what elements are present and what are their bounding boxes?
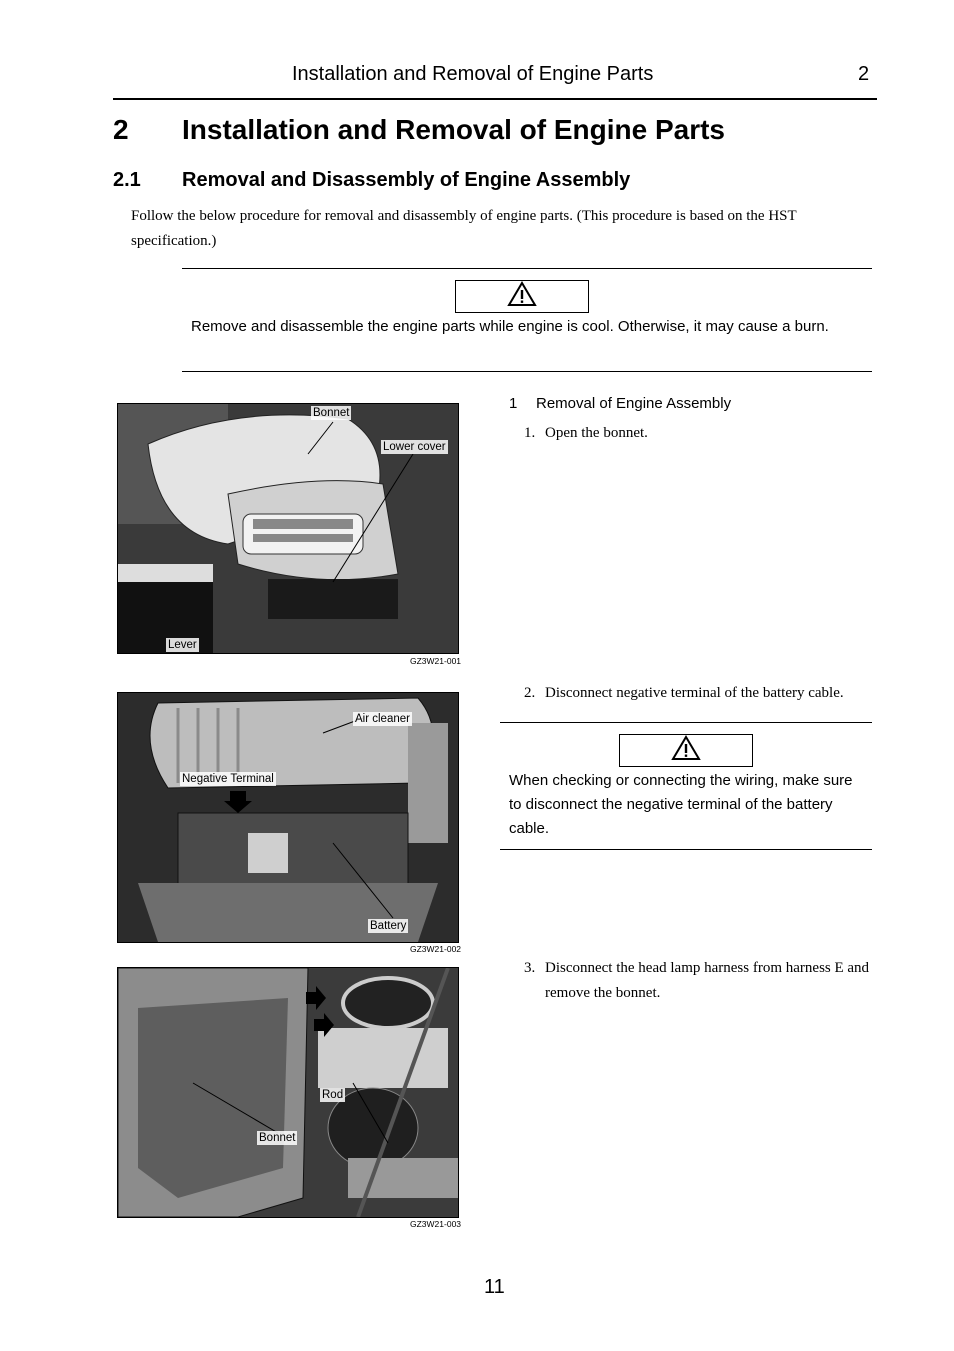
warning-text: When checking or connecting the wiring, make sure to disconnect the negative terminal of the battery cable.	[509, 772, 853, 837]
step-text: Disconnect negative terminal of the battery cable.	[545, 685, 844, 701]
chapter-title: Installation and Removal of Engine Parts	[182, 114, 725, 145]
warning-triangle-icon	[671, 735, 701, 766]
warning-top-rule	[182, 268, 872, 269]
chapter-number: 2	[113, 114, 129, 145]
figure-label-lever: Lever	[168, 639, 197, 651]
figure-head-lamp-harness-photo	[117, 967, 459, 1218]
step-number: 2.	[524, 685, 536, 701]
figure-label-bonnet: Bonnet	[313, 407, 350, 419]
step-number: 3.	[524, 960, 536, 976]
subsection-number: 1	[509, 395, 518, 412]
page-number: 11	[484, 1276, 505, 1298]
warning-top-rule	[500, 722, 872, 723]
step-text: Open the bonnet.	[545, 425, 648, 441]
header-divider	[113, 98, 877, 100]
figure-label-lower-cover: Lower cover	[383, 441, 446, 453]
figure-label-rod: Rod	[322, 1089, 344, 1101]
warning-bottom-rule	[500, 849, 872, 850]
intro-paragraph: Follow the below procedure for removal and disassembly of engine parts. (This procedure is based on the HST specification.)	[131, 208, 797, 249]
figure-code: GZ3W21-003	[410, 1219, 462, 1229]
figure-code: GZ3W21-001	[410, 656, 462, 666]
warning-label-box	[619, 734, 753, 767]
warning-triangle-icon	[507, 281, 537, 312]
figure-label-negative-terminal: Negative Terminal	[182, 773, 274, 785]
section-title: Removal and Disassembly of Engine Assembly	[182, 169, 631, 191]
step-number: 1.	[524, 425, 536, 441]
running-header-title: Installation and Removal of Engine Parts	[292, 63, 654, 85]
figure-code: GZ3W21-002	[410, 944, 462, 954]
figure-bonnet-photo	[117, 403, 459, 654]
warning-bottom-rule	[182, 371, 872, 372]
warning-text: Remove and disassemble the engine parts while engine is cool. Otherwise, it may cause a burn.	[191, 318, 829, 335]
figure-label-battery: Battery	[370, 920, 407, 932]
subsection-title: Removal of Engine Assembly	[536, 395, 732, 412]
figure-label-bonnet: Bonnet	[259, 1132, 296, 1144]
warning-label-box	[455, 280, 589, 313]
figure-label-air-cleaner: Air cleaner	[355, 713, 410, 725]
running-header-chapter-number: 2	[858, 63, 870, 85]
step-text: Disconnect the head lamp harness from harness E and remove the bonnet.	[545, 960, 870, 1001]
section-number: 2.1	[113, 169, 141, 191]
figure-battery-photo	[117, 692, 459, 943]
